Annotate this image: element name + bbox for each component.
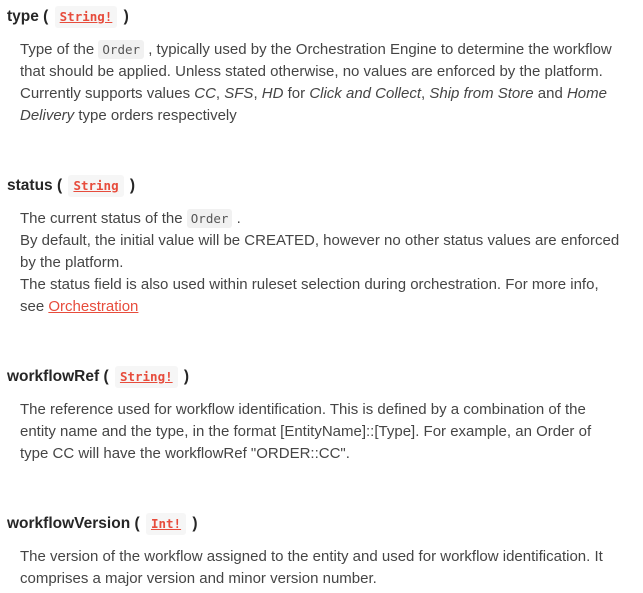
type-chip xyxy=(115,366,178,388)
paren-open: ( xyxy=(130,515,144,532)
emphasis-text: HD xyxy=(261,85,284,102)
description-text: , xyxy=(215,85,225,102)
description-text: , xyxy=(421,85,430,102)
description-text: , xyxy=(253,85,262,102)
field-section xyxy=(7,514,635,590)
description-text: type orders respectively xyxy=(74,107,237,124)
field-name: workflowRef xyxy=(7,368,100,385)
orchestration-link[interactable]: Orchestration xyxy=(48,298,139,315)
field-name: status xyxy=(7,177,53,194)
description-text: for xyxy=(283,85,310,102)
inline-code: Order xyxy=(98,40,144,59)
description-text: The version of the workflow assigned to the entity and used for workflow identification. It comprises a major version and minor version number. xyxy=(20,548,603,587)
emphasis-text: Ship from Store xyxy=(429,85,534,102)
description-text: The status field is also used within ruleset selection during orchestration. For more info, see xyxy=(20,276,599,315)
field-heading xyxy=(7,367,635,387)
field-description xyxy=(7,39,621,127)
paren-close: ) xyxy=(188,515,198,532)
description-text: The reference used for workflow identification. This is defined by a combination of the entity name and the type, in the format [EntityName]::[Type]. For example, an Order of type CC will have the workflowRef "ORDER::CC". xyxy=(20,401,592,462)
type-chip xyxy=(146,513,186,535)
field-section xyxy=(7,7,635,127)
field-type-link[interactable]: String! xyxy=(59,9,113,24)
field-heading xyxy=(7,7,635,27)
field-type-link[interactable]: String xyxy=(73,178,119,193)
field-description xyxy=(7,208,621,318)
emphasis-text: CC xyxy=(194,85,216,102)
paren-close: ) xyxy=(179,368,190,385)
field-description xyxy=(7,399,621,465)
field-section xyxy=(7,176,635,318)
paren-open: ( xyxy=(52,177,67,194)
type-chip xyxy=(55,6,118,28)
description-text: , typically used by the Orchestration Engine to determine the workflow that should be applied. Unless stated otherwise, no values are enforced by the platform. xyxy=(20,41,612,80)
paren-close: ) xyxy=(119,8,129,25)
description-text: and xyxy=(533,85,567,102)
field-name: workflowVersion xyxy=(7,515,131,532)
field-doc-list xyxy=(7,7,635,590)
paren-open: ( xyxy=(99,368,113,385)
paren-close: ) xyxy=(125,177,136,194)
paren-open: ( xyxy=(38,8,53,25)
type-chip xyxy=(68,175,123,197)
field-name: type xyxy=(7,8,39,25)
inline-code: Order xyxy=(187,209,233,228)
emphasis-text: Click and Collect xyxy=(309,85,422,102)
field-heading xyxy=(7,176,635,196)
field-description xyxy=(7,546,621,590)
field-type-link[interactable]: Int! xyxy=(150,516,182,531)
description-text: By default, the initial value will be CREATED, however no other status values are enforced by the platform. xyxy=(20,232,620,271)
description-text: Type of the xyxy=(20,41,99,58)
description-text: Currently supports values xyxy=(20,85,195,102)
field-section xyxy=(7,367,635,465)
emphasis-text: SFS xyxy=(224,85,254,102)
field-heading xyxy=(7,514,635,534)
description-text: . xyxy=(232,210,241,227)
field-type-link[interactable]: String! xyxy=(119,369,173,384)
emphasis-text: Home Delivery xyxy=(20,85,607,124)
description-text: The current status of the xyxy=(20,210,187,227)
